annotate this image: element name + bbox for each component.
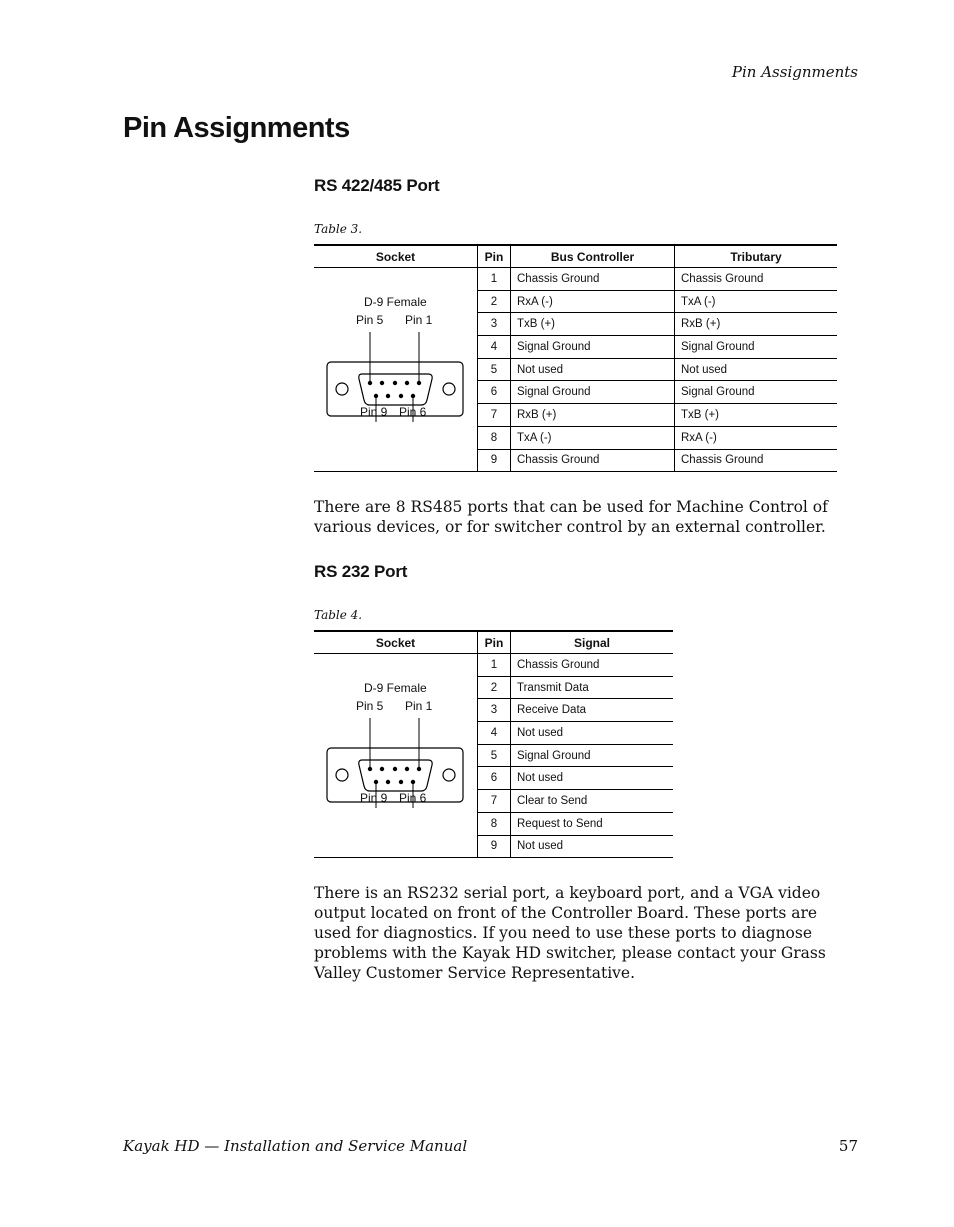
section-title-rs232: RS 232 Port: [314, 562, 408, 581]
table-caption-4: Table 4.: [314, 608, 363, 622]
column-header-pin: Pin: [478, 631, 511, 654]
connector-label: D-9 Female: [364, 681, 427, 695]
bus-controller-signal: Not used: [511, 358, 675, 381]
bus-controller-signal: RxA (-): [511, 290, 675, 313]
pin-number: 4: [478, 336, 511, 359]
pin-number: 8: [478, 426, 511, 449]
connector-label: D-9 Female: [364, 295, 427, 309]
page-number: 57: [838, 1137, 858, 1155]
tributary-signal: Signal Ground: [675, 381, 838, 404]
rs232-pin-table: [314, 630, 673, 858]
socket-cell: [314, 268, 478, 472]
pin1-label: Pin 1: [405, 699, 433, 713]
pin-number: 3: [478, 313, 511, 336]
page-title: Pin Assignments: [123, 112, 350, 144]
tributary-signal: RxA (-): [675, 426, 838, 449]
db9-socket-diagram: [314, 268, 477, 471]
pin-number: 9: [478, 835, 511, 858]
table-row: [314, 654, 673, 677]
tributary-signal: Chassis Ground: [675, 449, 838, 472]
pin-number: 5: [478, 358, 511, 381]
signal-name: Transmit Data: [511, 676, 674, 699]
signal-name: Chassis Ground: [511, 654, 674, 677]
pin-number: 8: [478, 812, 511, 835]
rs422-pin-table: [314, 244, 837, 472]
running-header: Pin Assignments: [731, 63, 858, 81]
tributary-signal: TxB (+): [675, 404, 838, 427]
pin6-label: Pin 6: [399, 791, 427, 805]
rs232-description: There is an RS232 serial port, a keyboard port, and a VGA video output located on front of the Controller Board. These ports are used for diagnostics. If you need to use these ports to diagnose problems with the Kayak HD switcher, please contact your Grass Valley Customer Service Representative.: [314, 884, 826, 982]
pin9-label: Pin 9: [360, 791, 388, 805]
tributary-signal: Not used: [675, 358, 838, 381]
pin-number: 6: [478, 767, 511, 790]
bus-controller-signal: TxA (-): [511, 426, 675, 449]
pin-number: 5: [478, 744, 511, 767]
db9-socket-diagram: [314, 654, 477, 857]
pin5-label: Pin 5: [356, 313, 384, 327]
signal-name: Receive Data: [511, 699, 674, 722]
db9-connector-icon: [314, 654, 477, 857]
table-row: [314, 268, 837, 291]
column-header-bus-controller: Bus Controller: [511, 245, 675, 268]
bus-controller-signal: Signal Ground: [511, 381, 675, 404]
signal-name: Not used: [511, 835, 674, 858]
table-caption-3: Table 3.: [314, 222, 363, 236]
signal-name: Request to Send: [511, 812, 674, 835]
pin-number: 6: [478, 381, 511, 404]
pin-number: 1: [478, 654, 511, 677]
signal-name: Signal Ground: [511, 744, 674, 767]
pin-number: 9: [478, 449, 511, 472]
bus-controller-signal: RxB (+): [511, 404, 675, 427]
column-header-pin: Pin: [478, 245, 511, 268]
pin1-label: Pin 1: [405, 313, 433, 327]
pin9-label: Pin 9: [360, 405, 388, 419]
bus-controller-signal: Signal Ground: [511, 336, 675, 359]
tributary-signal: RxB (+): [675, 313, 838, 336]
section-title-rs422: RS 422/485 Port: [314, 176, 440, 195]
db9-connector-icon: [314, 268, 477, 471]
column-header-socket: Socket: [314, 631, 478, 654]
signal-name: Clear to Send: [511, 790, 674, 813]
column-header-signal: Signal: [511, 631, 674, 654]
pin-number: 2: [478, 290, 511, 313]
socket-cell: [314, 654, 478, 858]
bus-controller-signal: TxB (+): [511, 313, 675, 336]
bus-controller-signal: Chassis Ground: [511, 449, 675, 472]
tributary-signal: Chassis Ground: [675, 268, 838, 291]
pin-number: 4: [478, 722, 511, 745]
pin-number: 7: [478, 404, 511, 427]
tributary-signal: TxA (-): [675, 290, 838, 313]
pin-number: 7: [478, 790, 511, 813]
rs485-description: There are 8 RS485 ports that can be used for Machine Control of various devices, or for switcher control by an external controller.: [314, 498, 828, 536]
column-header-tributary: Tributary: [675, 245, 838, 268]
pin-number: 2: [478, 676, 511, 699]
footer-manual-title: Kayak HD — Installation and Service Manual: [123, 1137, 468, 1155]
bus-controller-signal: Chassis Ground: [511, 268, 675, 291]
pin-number: 3: [478, 699, 511, 722]
signal-name: Not used: [511, 767, 674, 790]
pin5-label: Pin 5: [356, 699, 384, 713]
signal-name: Not used: [511, 722, 674, 745]
column-header-socket: Socket: [314, 245, 478, 268]
tributary-signal: Signal Ground: [675, 336, 838, 359]
pin6-label: Pin 6: [399, 405, 427, 419]
pin-number: 1: [478, 268, 511, 291]
